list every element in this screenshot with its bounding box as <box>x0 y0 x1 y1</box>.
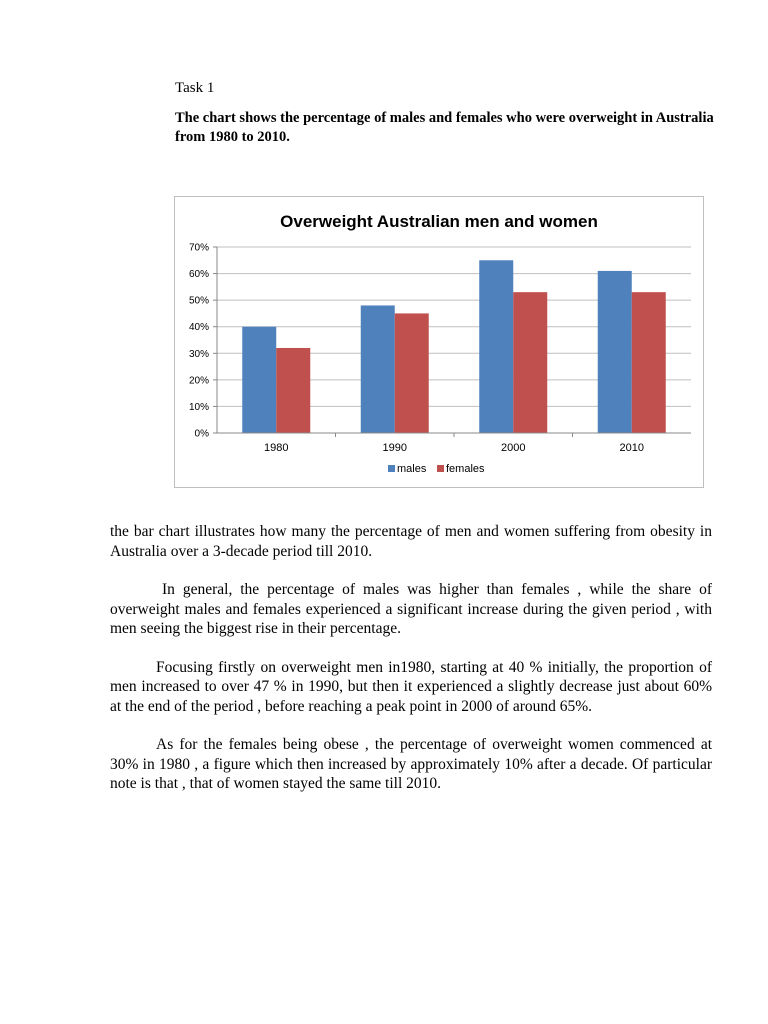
essay-body <box>110 522 712 813</box>
x-tick-label: 1990 <box>382 442 407 454</box>
chart-legend <box>388 463 485 475</box>
bar-males-2010 <box>598 271 632 433</box>
x-tick-label: 1980 <box>264 442 289 454</box>
bar-males-1990 <box>361 305 395 433</box>
y-tick-label: 30% <box>188 348 209 360</box>
y-tick-label: 20% <box>188 375 209 387</box>
bar-females-2010 <box>632 292 666 433</box>
legend-label-males: males <box>397 463 427 475</box>
chart-title: Overweight Australian men and women <box>280 212 598 231</box>
bar-males-1980 <box>242 327 276 433</box>
bar-females-2000 <box>513 292 547 433</box>
y-tick-label: 40% <box>188 322 209 334</box>
chart-bars <box>242 260 666 433</box>
bar-females-1980 <box>276 348 310 433</box>
x-tick-label: 2010 <box>619 442 644 454</box>
essay-paragraph-3: Focusing firstly on overweight men in1980, starting at 40 % initially, the proportion of men increased to over 47 % in 1990, but then it experienced a slightly decrease just about 60% at the end of the period , before reaching a peak point in 2000 of around 65%. <box>110 658 712 715</box>
essay-paragraph-4: As for the females being obese , the percentage of overweight women commenced at 30% in 1980 , a figure which then increased by approximately 10% after a decade. Of particular note is that , that of women stayed the same till 2010. <box>110 736 712 792</box>
task-description: The chart shows the percentage of males and females who were overweight in Australia from 1980 to 2010. <box>175 110 714 145</box>
y-tick-label: 70% <box>188 242 209 254</box>
legend-swatch-females <box>437 465 444 472</box>
y-tick-label: 10% <box>188 401 209 413</box>
task-label: Task 1 <box>175 80 215 96</box>
y-tick-label: 60% <box>188 269 209 281</box>
x-tick-label: 2000 <box>501 442 526 454</box>
bar-females-1990 <box>395 313 429 433</box>
legend-swatch-males <box>388 465 395 472</box>
bar-chart-svg <box>175 197 703 487</box>
task-header <box>175 80 715 147</box>
essay-paragraph-2: In general, the percentage of males was higher than females , while the share of overweight males and females experienced a significant increase during the given period , with men seeing the biggest rise in their percentage. <box>110 581 712 637</box>
y-tick-label: 0% <box>194 428 209 440</box>
legend-label-females: females <box>446 463 485 475</box>
bar-chart <box>174 196 704 488</box>
bar-males-2000 <box>479 260 513 433</box>
essay-paragraph-1: the bar chart illustrates how many the percentage of men and women suffering from obesity in Australia over a 3-decade period till 2010. <box>110 523 712 560</box>
y-tick-label: 50% <box>188 295 209 307</box>
